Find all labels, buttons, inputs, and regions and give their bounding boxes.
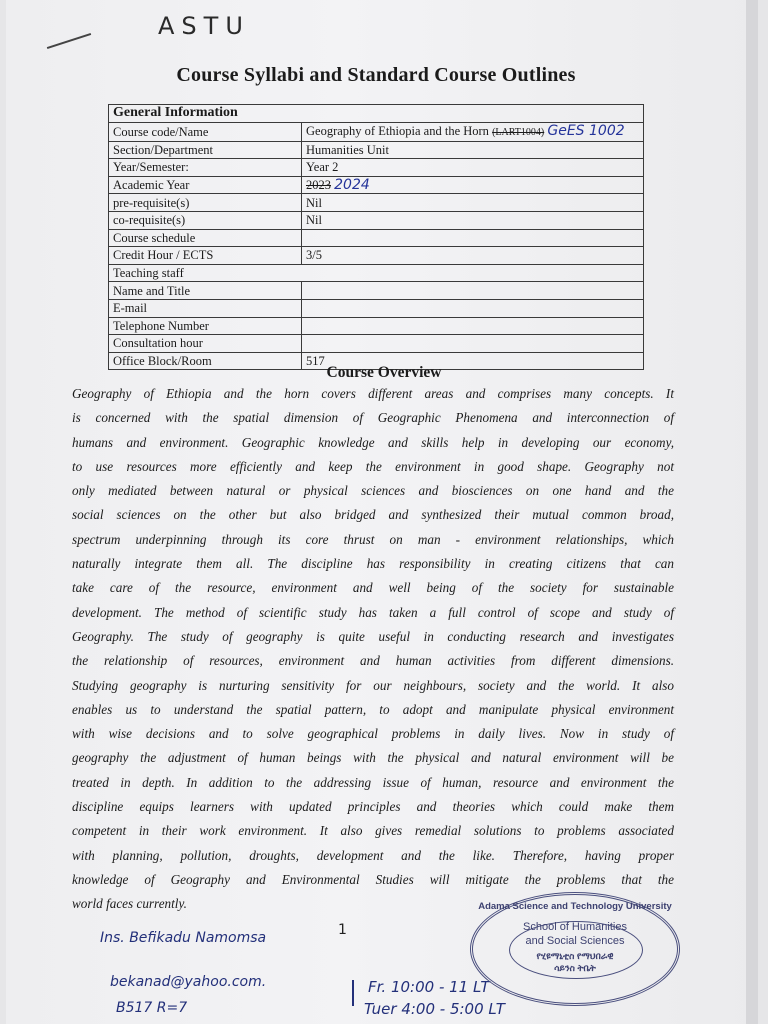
table-row [109,229,644,247]
handwritten-course-code: GeES 1002 [547,122,625,139]
table-row [109,159,644,177]
overview-line: only mediated between natural or physical sciences and biosciences on one hand and the [72,483,674,499]
overview-line: is concerned with the spatial dimension of Geographic Phenomena and interconnection of [72,410,674,426]
course-code-label: Course code/Name [109,122,302,141]
year-semester-value: Year 2 [302,159,644,177]
staff-email-value [302,299,644,317]
prerequisite-value: Nil [302,194,644,212]
overview-line: spectrum underpinning through its core thrust on man - environment relationships, which [72,531,674,547]
page-edge [746,0,758,1024]
university-stamp [470,892,680,1006]
handwritten-friday-hours: Fr. 10:00 - 11 LT [368,978,490,996]
table-row [109,335,644,353]
office-value: 517 [302,352,644,370]
prerequisite-label: pre-requisite(s) [109,194,302,212]
course-code-value: Geography of Ethiopia and the Horn (LART1004) GeES 1002 [302,122,644,141]
handwritten-room: B517 R=7 [116,1000,188,1016]
academic-year-label: Academic Year [109,176,302,194]
handwritten-top-mark: ASTU [158,12,250,40]
table-row [109,194,644,212]
overview-line: naturally integrate them all. The discipline has responsibility in creating citizens that can [72,556,674,572]
overview-line: with planning, pollution, droughts, development and the like. Therefore, having proper [72,847,674,863]
staff-phone-label: Telephone Number [109,317,302,335]
consultation-label: Consultation hour [109,335,302,353]
general-info-header: General Information [109,105,644,123]
credit-hour-label: Credit Hour / ECTS [109,247,302,265]
table-row [109,141,644,159]
overview-line: to use resources more efficiently and keep the environment in good shape. Geography not [72,458,674,474]
handwritten-tuesday-hours: Tuer 4:00 - 5:00 LT [364,1000,505,1018]
stamp-ring-text: Adama Science and Technology University [478,901,672,912]
overview-line: Geography of Ethiopia and the horn covers different areas and comprises many concepts. It [72,386,674,401]
year-semester-label: Year/Semester: [109,159,302,177]
staff-email-label: E-mail [109,299,302,317]
overview-line: competent in their work environment. It also gives remedial solutions to problems associated [72,823,674,839]
overview-line: Geography. The study of geography is quite useful in conducting research and investigates [72,628,674,644]
pen-stroke [352,980,354,1006]
overview-title: Course Overview [326,364,442,381]
general-info-table [108,104,644,370]
table-row [109,247,644,265]
office-label: Office Block/Room [109,352,302,370]
overview-line: humans and environment. Geographic knowledge and skills help in developing our economy, [72,434,674,450]
credit-hour-value: 3/5 [302,247,644,265]
table-row [109,317,644,335]
stamp-line-3: የሂዩማኒቲስ የማህበራዊ [536,951,614,961]
overview-line: Studying geography is nurturing sensitivity for our neighbours, society and the world. It also [72,677,674,693]
overview-line: enables us to understand the spatial pattern, to adopt and manipulate physical environment [72,701,674,717]
staff-phone-value [302,317,644,335]
table-row [109,176,644,194]
section-value: Humanities Unit [302,141,644,159]
page-title: Course Syllabi and Standard Course Outlines [176,64,576,86]
course-schedule-label: Course schedule [109,229,302,247]
handwritten-instructor-name: Ins. Befikadu Namomsa [100,930,267,946]
overview-line: take care of the resource, environment and well being of the society for sustainable [72,580,674,596]
stamp-line-1: School of Humanities [523,921,627,933]
overview-line: discipline equips learners with updated principles and theories which could make them [72,799,674,815]
staff-name-label: Name and Title [109,282,302,300]
overview-line: with wise decisions and to solve geographical problems in daily lives. Now in study of [72,726,674,742]
staff-name-value [302,282,644,300]
section-label: Section/Department [109,141,302,159]
overview-paragraph [72,382,674,917]
overview-line: world faces currently. [72,896,187,912]
overview-line: knowledge of Geography and Environmental Studies will mitigate the problems that the [72,871,674,887]
handwritten-year: 2024 [334,177,370,194]
table-row [109,211,644,229]
handwritten-email: bekanad@yahoo.com. [110,974,267,990]
table-row [109,122,644,141]
course-schedule-value [302,229,644,247]
overview-line: development. The method of scientific study has taken a full control of scope and study of [72,604,674,620]
overview-line: social sciences on the other but also bridged and synthesized their mutual common broad, [72,507,674,523]
table-row [109,282,644,300]
consultation-value [302,335,644,353]
teaching-staff-label: Teaching staff [109,264,644,282]
overview-line: the relationship of resources, environment and human activities from different dimensions. [72,653,674,669]
table-row [109,264,644,282]
corequisite-label: co-requisite(s) [109,211,302,229]
stamp-line-2: and Social Sciences [525,935,625,947]
stamp-line-4: ሳይንስ ትቤት [554,963,596,973]
table-row [109,299,644,317]
struck-course-code: (LART1004) [492,126,545,138]
corequisite-value: Nil [302,211,644,229]
overview-line: geography the adjustment of human beings with the physical and natural environment will be [72,750,674,766]
handwritten-marker: 1 [338,922,347,938]
academic-year-value: 2023 2024 [302,176,644,194]
overview-line: treated in depth. In addition to the addressing issue of human, resource and environment the [72,774,674,790]
